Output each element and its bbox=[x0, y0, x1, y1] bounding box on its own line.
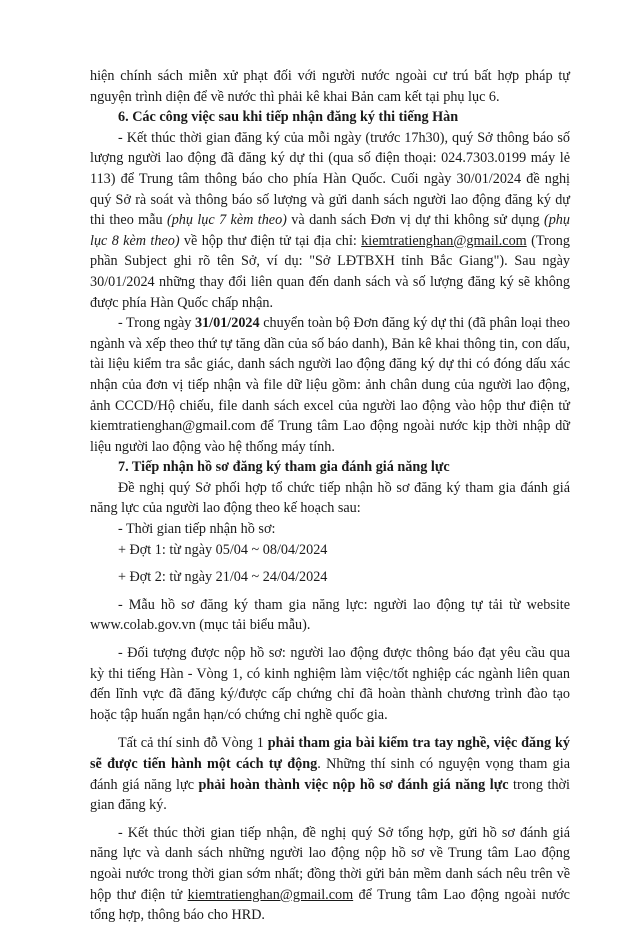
document-body bbox=[90, 66, 570, 926]
eligibility-info: - Đối tượng được nộp hồ sơ: người lao động được thông báo đạt yêu cầu qua kỳ thi tiếng Hàn - Vòng 1, có kinh nghiệm làm việc/tốt nghiệp các ngành liên quan đến lĩnh vực đã đăng ký/được cấp chứng chỉ đã hoàn thành chương trình đào tạo hoặc tập huấn ngắn hạn/có chứng chỉ nghề quốc gia. bbox=[90, 645, 570, 723]
text-run: chuyển toàn bộ Đơn đăng ký dự thi (đã phân loại theo ngành và xếp theo thứ tự tăng dần của số báo danh), Bản kê khai thông tin, con dấu, tài liệu kiểm tra sắc giác, danh sách người lao động đăng ký dự thi có đóng dấu xác nhận của đơn vị tiếp nhận và file dữ liệu gồm: ảnh chân dung của người lao động, ảnh CCCD/Hộ chiếu, file danh sách excel của người lao động vào hộp thư điện tử kiemtratienghan@gmail.com để Trung tâm Lao động ngoài nước kịp thời nhập dữ liệu người lao động vào hệ thống máy tính. bbox=[90, 315, 570, 455]
text-run: (Trong phần Subject ghi rõ tên Sở, ví dụ: "Sở LĐTBXH tỉnh Bắc Giang"). Sau ngày 30/01/2024 những thay đổi liên quan đến danh sách và số lượng đăng ký sẽ không được phía Hàn Quốc chấp nhận. bbox=[90, 232, 570, 311]
email-link[interactable]: kiemtratienghan@gmail.com bbox=[187, 886, 354, 903]
text-run: để Trung tâm Lao động ngoài nước tổng hợp, thông báo cho HRD. bbox=[90, 886, 570, 924]
section-7-intro: Đề nghị quý Sở phối hợp tổ chức tiếp nhận hồ sơ đăng ký tham gia đánh giá năng lực của người lao động theo kế hoạch sau: bbox=[90, 479, 570, 517]
appendix-8-reference: (phụ lục 8 kèm theo) bbox=[90, 212, 570, 249]
round-2-dates: + Đợt 2: từ ngày 21/04 ~ 24/04/2024 bbox=[118, 569, 328, 586]
text-run: trong thời gian đăng ký. bbox=[90, 776, 570, 814]
section-6-paragraph-2 bbox=[90, 313, 570, 457]
text-run: - Kết thúc thời gian tiếp nhận, đề nghị quý Sở tổng hợp, gửi hồ sơ đánh giá năng lực và danh sách những người lao động nộp hồ sơ về Trung tâm Lao động ngoài nước trong thời gian sớm nhất; đồng thời gửi bản mềm danh sách nêu trên về hộp thư điện tử bbox=[90, 824, 570, 903]
final-instructions bbox=[90, 823, 570, 926]
bold-requirement-1: phải tham gia bài kiểm tra tay nghề, việc đăng ký sẽ được tiến hành một cách tự động bbox=[90, 735, 570, 772]
bold-requirement-2: phải hoàn thành việc nộp hồ sơ đánh giá năng lực bbox=[198, 776, 509, 793]
text-run: - Trong ngày bbox=[118, 315, 195, 332]
application-form-info: - Mẫu hồ sơ đăng ký tham gia năng lực: người lao động tự tải từ website www.colab.gov.vn (mục tải biểu mẫu). bbox=[90, 596, 570, 634]
section-6-paragraph-1 bbox=[90, 128, 570, 313]
text-run: và danh sách Đơn vị dự thi không sử dụng bbox=[286, 212, 544, 229]
text-run: về hộp thư điện tử tại địa chỉ: bbox=[179, 232, 362, 249]
text-run: Tất cả thí sinh đỗ Vòng 1 bbox=[118, 735, 268, 752]
appendix-7-reference: (phụ lục 7 kèm theo) bbox=[166, 212, 287, 229]
continued-paragraph: hiện chính sách miễn xử phạt đối với người nước ngoài cư trú bất hợp pháp tự nguyện trình diện để về nước thì phải kê khai Bản cam kết tại phụ lục 6. bbox=[90, 68, 570, 105]
reception-time-label: - Thời gian tiếp nhận hồ sơ: bbox=[118, 521, 276, 538]
round-1-dates: + Đợt 1: từ ngày 05/04 ~ 08/04/2024 bbox=[118, 541, 328, 558]
text-run: . Những thí sinh có nguyện vọng tham gia đánh giá năng lực bbox=[90, 756, 570, 793]
email-link[interactable]: kiemtratienghan@gmail.com bbox=[361, 232, 527, 249]
text-run: - Kết thúc thời gian đăng ký của mỗi ngày (trước 17h30), quý Sở thông báo số lượng người lao động đã đăng ký dự thi (qua số điện thoại: 024.7303.0199 máy lẻ 113) để Trung tâm thông báo cho phía Hàn Quốc. Cuối ngày 30/01/2024 đề nghị quý Sở rà soát và thông báo số lượng và gửi danh sách người lao động đăng ký dự thi theo mẫu bbox=[90, 129, 570, 229]
section-6-heading: 6. Các công việc sau khi tiếp nhận đăng ký thi tiếng Hàn bbox=[118, 109, 459, 126]
section-7-heading: 7. Tiếp nhận hồ sơ đăng ký tham gia đánh giá năng lực bbox=[118, 459, 450, 476]
skill-test-note bbox=[90, 733, 570, 815]
deadline-date: 31/01/2024 bbox=[194, 315, 260, 332]
